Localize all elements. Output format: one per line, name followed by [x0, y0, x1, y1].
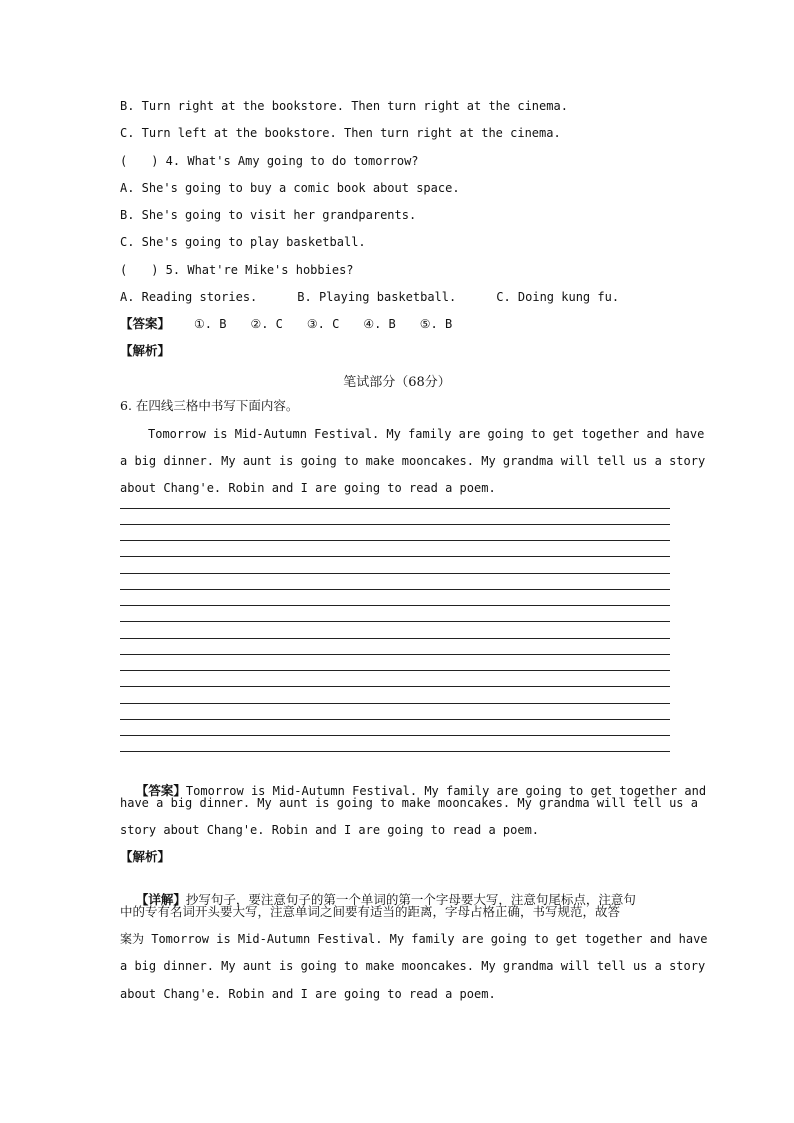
grid-line [120, 621, 670, 622]
q6-text-line-2: a big dinner. My aunt is going to make mooncakes. My grandma will tell us a story [120, 454, 706, 468]
q6-answer-line-2: have a big dinner. My aunt is going to make mooncakes. My grandma will tell us a [120, 796, 698, 810]
analysis-label-1: 【解析】 [120, 343, 171, 358]
grid-line [120, 751, 670, 752]
q5-option-c: C. Doing kung fu. [496, 290, 620, 304]
q6-detail-label: 【详解】 [135, 892, 186, 907]
q4-option-b: B. She's going to visit her grandparents. [120, 208, 417, 222]
q6-analysis-label: 【解析】 [120, 849, 171, 864]
q6-answer-line-3: story about Chang'e. Robin and I are going to read a poem. [120, 823, 540, 837]
answers-row [120, 316, 452, 332]
grid-line [120, 703, 670, 704]
grid-line [120, 573, 670, 574]
answer-2: ②. C [250, 317, 283, 331]
grid-line [120, 605, 670, 606]
grid-line [120, 638, 670, 639]
q6-detail-line-5: about Chang'e. Robin and I are going to read a poem. [120, 987, 496, 1001]
grid-line [120, 540, 670, 541]
q4-option-a: A. She's going to buy a comic book about space. [120, 181, 460, 195]
answer-4: ④. B [363, 317, 396, 331]
q6-detail-line-4: a big dinner. My aunt is going to make mooncakes. My grandma will tell us a story [120, 959, 706, 973]
grid-line [120, 589, 670, 590]
section-title: 笔试部分（68分） [343, 375, 451, 390]
grid-line [120, 670, 670, 671]
q3-option-c: C. Turn left at the bookstore. Then turn right at the cinema. [120, 126, 561, 140]
grid-line [120, 654, 670, 655]
q6-detail-line-2: 中的专有名词开头要大写，注意单词之间要有适当的距离，字母占格正确，书写规范，故答 [120, 904, 621, 919]
answer-3: ③. C [306, 317, 340, 331]
q5-options [120, 289, 619, 305]
q5-option-b: B. Playing basketball. [297, 290, 457, 304]
q4-option-c: C. She's going to play basketball. [120, 235, 366, 249]
grid-line [120, 686, 670, 687]
q6-prompt: 6. 在四线三格中书写下面内容。 [120, 398, 299, 413]
q6-text-line-3: about Chang'e. Robin and I are going to read a poem. [120, 481, 496, 495]
q6-detail-line-3: 案为 Tomorrow is Mid-Autumn Festival. My family are going to get together and have [120, 932, 708, 946]
answer-5: ⑤. B [419, 317, 453, 331]
q6-detail-text-1: 抄写句子，要注意句子的第一个单词的第一个字母要大写，注意句尾标点，注意句 [185, 892, 636, 907]
q6-answer-text-1: Tomorrow is Mid-Autumn Festival. My family are going to get together and [185, 784, 707, 798]
grid-line [120, 556, 670, 557]
q6-answer-label: 【答案】 [135, 783, 186, 798]
q5-option-a: A. Reading stories. [120, 290, 258, 304]
q5-stem: ( ) 5. What're Mike's hobbies? [120, 263, 354, 277]
q6-text-line-1: Tomorrow is Mid-Autumn Festival. My family are going to get together and have [148, 427, 705, 441]
q3-option-b: B. Turn right at the bookstore. Then turn right at the cinema. [120, 99, 568, 113]
grid-line [120, 508, 670, 509]
grid-line [120, 719, 670, 720]
answer-1: ①. B [194, 317, 227, 331]
grid-line [120, 735, 670, 736]
answer-label: 【答案】 [120, 316, 171, 331]
grid-line [120, 524, 670, 525]
q4-stem: ( ) 4. What's Amy going to do tomorrow? [120, 154, 419, 168]
